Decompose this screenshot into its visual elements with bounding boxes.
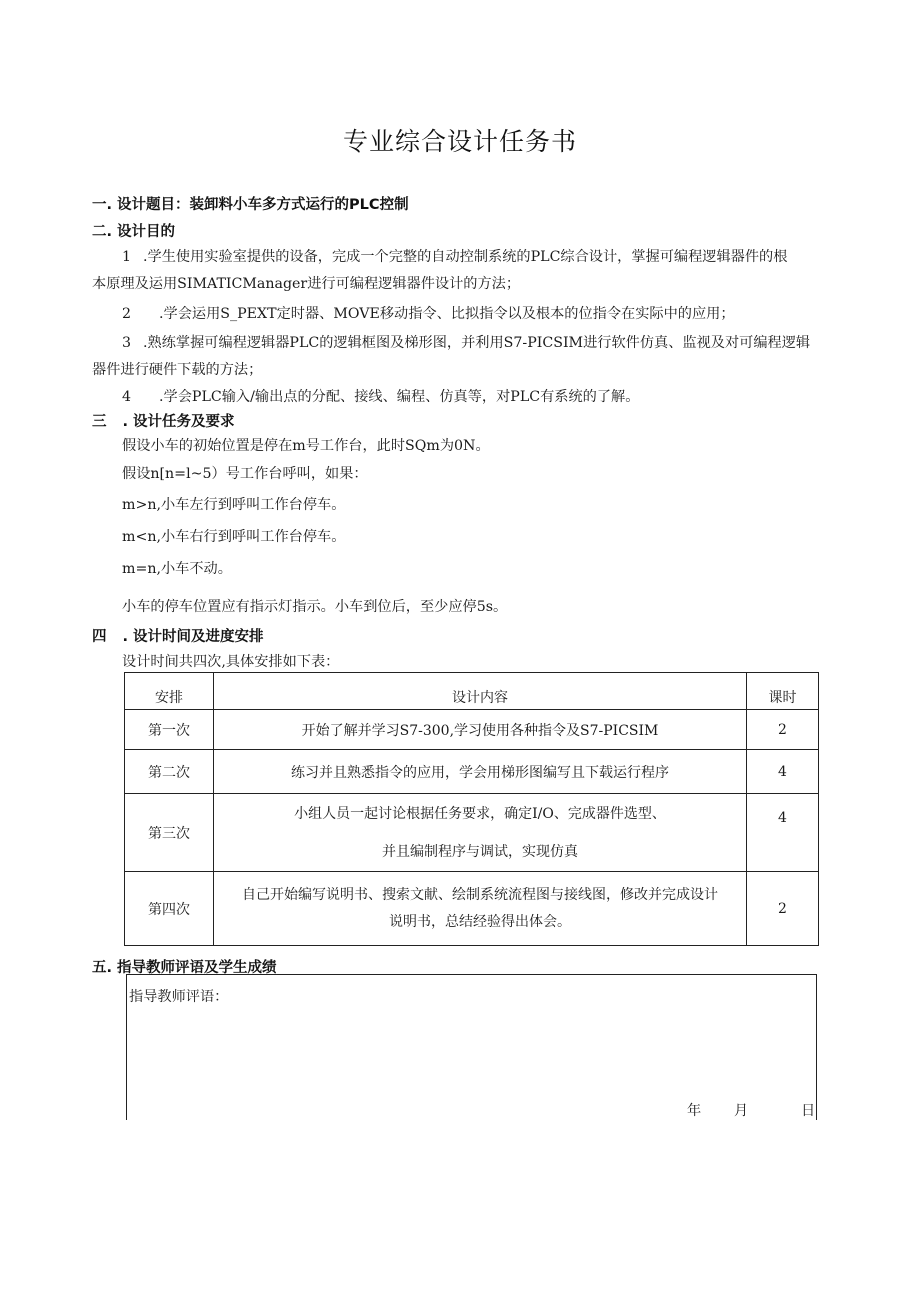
table-row [125, 710, 819, 750]
row-content-line-2: 说明书，总结经验得出体会。 [389, 913, 571, 930]
header-hours: 课时 [747, 673, 819, 710]
section-4-text: . 设计时间及进度安排 [122, 629, 264, 645]
row-session: 第二次 [125, 750, 214, 794]
purpose-item-2 [122, 304, 735, 324]
row-hours: 4 [747, 794, 819, 872]
row-content-line-1: 小组人员一起讨论根据任务要求，确定I/O、完成器件选型、 [294, 805, 666, 822]
evaluation-label: 指导教师评语： [129, 989, 229, 1005]
row-session: 第四次 [125, 872, 214, 946]
table-header-row [125, 673, 819, 710]
purpose-item-2-text: .学会运用S_PEXT定时器、MOVE移动指令、比拟指令以及根本的位指令在实际中的应用； [159, 306, 735, 322]
requirement-1: 假设小车的初始位置是停在m号工作台，此时SQm为0N。 [122, 438, 490, 454]
purpose-item-4-text: .学会PLC输入/输出点的分配、接线、编程、仿真等，对PLC有系统的了解。 [159, 389, 640, 405]
table-row [125, 750, 819, 794]
row-content-line-1: 自己开始编写说明书、搜索文献、绘制系统流程图与接线图，修改并完成设计 [242, 886, 718, 903]
row-hours: 2 [747, 710, 819, 750]
evaluation-year: 年 [687, 1103, 702, 1119]
requirement-3: m>n,小车左行到呼叫工作台停车。 [122, 497, 346, 513]
purpose-item-4 [122, 387, 639, 407]
row-content [214, 794, 747, 872]
schedule-intro: 设计时间共四次,具体安排如下表： [122, 654, 340, 670]
purpose-item-4-number: 4 [122, 389, 132, 405]
schedule-table [124, 672, 819, 946]
purpose-item-1-line-2: 本原理及运用SIMATICManager进行可编程逻辑器件设计的方法； [92, 276, 521, 292]
section-1-heading: 一. 设计题目：装卸料小车多方式运行的PLC控制 [92, 197, 409, 213]
section-4-heading [92, 625, 264, 646]
section-5-heading: 五. 指导教师评语及学生成绩 [92, 960, 277, 976]
section-4-number: 四 [92, 629, 107, 645]
row-session: 第一次 [125, 710, 214, 750]
purpose-item-1-text: .学生使用实验室提供的设备，完成一个完整的自动控制系统的PLC综合设计，掌握可编程逻辑器件的根 [143, 249, 788, 265]
purpose-item-3-line-2: 器件进行硬件下载的方法； [92, 362, 263, 378]
section-3-number: 三 [92, 414, 107, 430]
requirement-4: m<n,小车右行到呼叫工作台停车。 [122, 529, 346, 545]
purpose-item-1-line-1 [122, 247, 787, 267]
row-content: 练习并且熟悉指令的应用，学会用梯形图编写且下载运行程序 [214, 750, 747, 794]
row-content-line-2: 并且编制程序与调试，实现仿真 [382, 843, 578, 860]
requirement-5: m=n,小车不动。 [122, 561, 232, 577]
header-content: 设计内容 [214, 673, 747, 710]
section-3-heading [92, 410, 235, 431]
row-hours: 2 [747, 872, 819, 946]
purpose-item-3-text: .熟练掌握可编程逻辑器PLC的逻辑框图及梯形图，并利用S7-PICSIM进行软件仿真、监视及对可编程逻辑 [143, 335, 811, 351]
header-session: 安排 [125, 673, 214, 710]
purpose-item-3-line-1 [122, 333, 810, 353]
row-content: 开始了解并学习S7-300,学习使用各种指令及S7-PICSIM [214, 710, 747, 750]
evaluation-day: 日 [801, 1103, 816, 1119]
row-content [214, 872, 747, 946]
table-row [125, 794, 819, 872]
purpose-item-2-number: 2 [122, 306, 132, 322]
evaluation-box [126, 974, 817, 1120]
row-hours: 4 [747, 750, 819, 794]
table-row [125, 872, 819, 946]
purpose-item-3-number: 3 [122, 335, 132, 351]
purpose-item-1-number: 1 [122, 249, 132, 265]
row-session: 第三次 [125, 794, 214, 872]
requirement-2: 假设n[n=l~5）号工作台呼叫，如果： [122, 466, 368, 482]
requirement-6: 小车的停车位置应有指示灯指示。小车到位后，至少应停5s。 [122, 599, 508, 615]
section-2-heading: 二. 设计目的 [92, 224, 176, 240]
section-3-text: . 设计任务及要求 [122, 414, 235, 430]
page-title: 专业综合设计任务书 [342, 127, 577, 156]
evaluation-month: 月 [734, 1103, 749, 1119]
